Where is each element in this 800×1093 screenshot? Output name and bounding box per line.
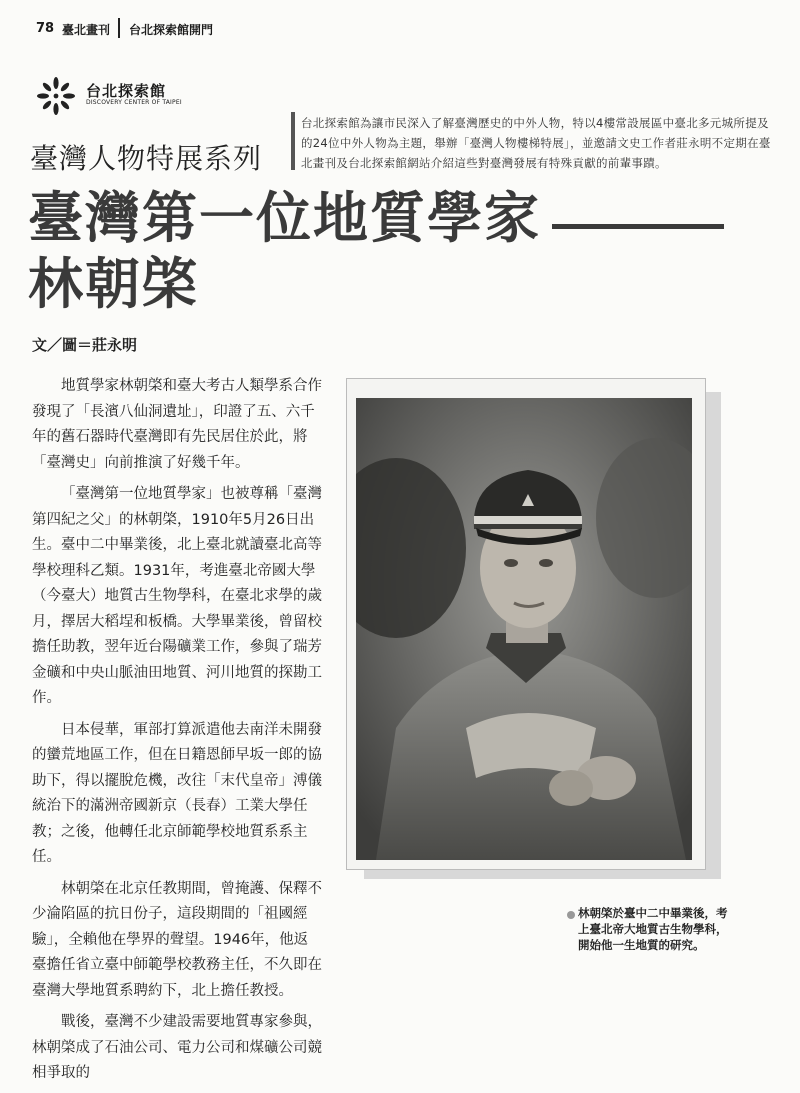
body-paragraph: 林朝棨在北京任教期間，曾掩護、保釋不少淪陷區的抗日份子，這段期間的「祖國經驗」，全賴他在學界的聲望。1946年，他返臺擔任省立臺中師範學校教務主任，不久即在臺灣大學地質系聘約下，北上擔任教授。 bbox=[32, 880, 322, 999]
intro-paragraph: 台北探索館為讓市民深入了解臺灣歷史的中外人物，特以4樓常設展區中臺北多元城所提及的24位中外人物為主題，舉辦「臺灣人物樓梯特展」，並邀請文史工作者莊永明不定期在臺北畫刊及台北探索館網站介紹這些對臺灣發展有特殊貢獻的前輩事蹟。 bbox=[301, 116, 771, 170]
page-number: 78 bbox=[36, 21, 55, 36]
title-dash bbox=[552, 224, 724, 229]
series-title: 臺灣人物特展系列 bbox=[30, 142, 263, 175]
logo-name-zh: 台北探索館 bbox=[86, 82, 167, 100]
body-paragraph: 地質學家林朝棨和臺大考古人類學系合作發現了「長濱八仙洞遺址」，印證了五、六千年的舊石器時代臺灣即有先民居住於此，將「臺灣史」向前推演了好幾千年。 bbox=[32, 378, 322, 471]
logo-name-en: DISCOVERY CENTER OF TAIPEI bbox=[86, 99, 182, 106]
intro-accent-bar bbox=[291, 112, 295, 170]
magazine-name: 臺北畫刊 bbox=[62, 23, 111, 37]
caption-bullet-icon bbox=[567, 911, 575, 919]
section-name: 台北探索館開門 bbox=[129, 23, 214, 37]
body-paragraph: 「臺灣第一位地質學家」也被尊稱「臺灣第四紀之父」的林朝棨，1910年5月26日出生。臺中二中畢業後，北上臺北就讀臺北高等學校理科乙類。1931年，考進臺北帝國大學（今臺大）地質古生物學科，在臺北求學的歲月，擇居大稻埕和板橋。大學畢業後，曾留校擔任助教，翌年近台陽礦業工作，參與了瑞芳金礦和中央山脈油田地質、河川地質的探勘工作。 bbox=[32, 486, 322, 706]
discovery-center-logo-icon bbox=[30, 74, 82, 118]
portrait-photo bbox=[356, 398, 692, 860]
header-divider bbox=[118, 18, 120, 38]
article-body bbox=[32, 374, 322, 1093]
article-title-line-2: 林朝棨 bbox=[28, 251, 200, 316]
article-title-line-1: 臺灣第一位地質學家 bbox=[28, 185, 542, 250]
photo-caption: 林朝棨於臺中二中畢業後，考上臺北帝大地質古生物學科，開始他一生地質的研究。 bbox=[578, 906, 728, 952]
body-paragraph: 戰後，臺灣不少建設需要地質專家參與，林朝棨成了石油公司、電力公司和煤礦公司競相爭取的 bbox=[32, 1014, 322, 1081]
body-paragraph: 日本侵華，軍部打算派遣他去南洋未開發的蠻荒地區工作，但在日籍恩師早坂一郎的協助下，得以擺脫危機，改往「末代皇帝」溥儀統治下的滿洲帝國新京（長春）工業大學任教；之後，他轉任北京師範學校地質系系主任。 bbox=[32, 721, 322, 865]
byline: 文／圖＝莊永明 bbox=[32, 336, 138, 354]
